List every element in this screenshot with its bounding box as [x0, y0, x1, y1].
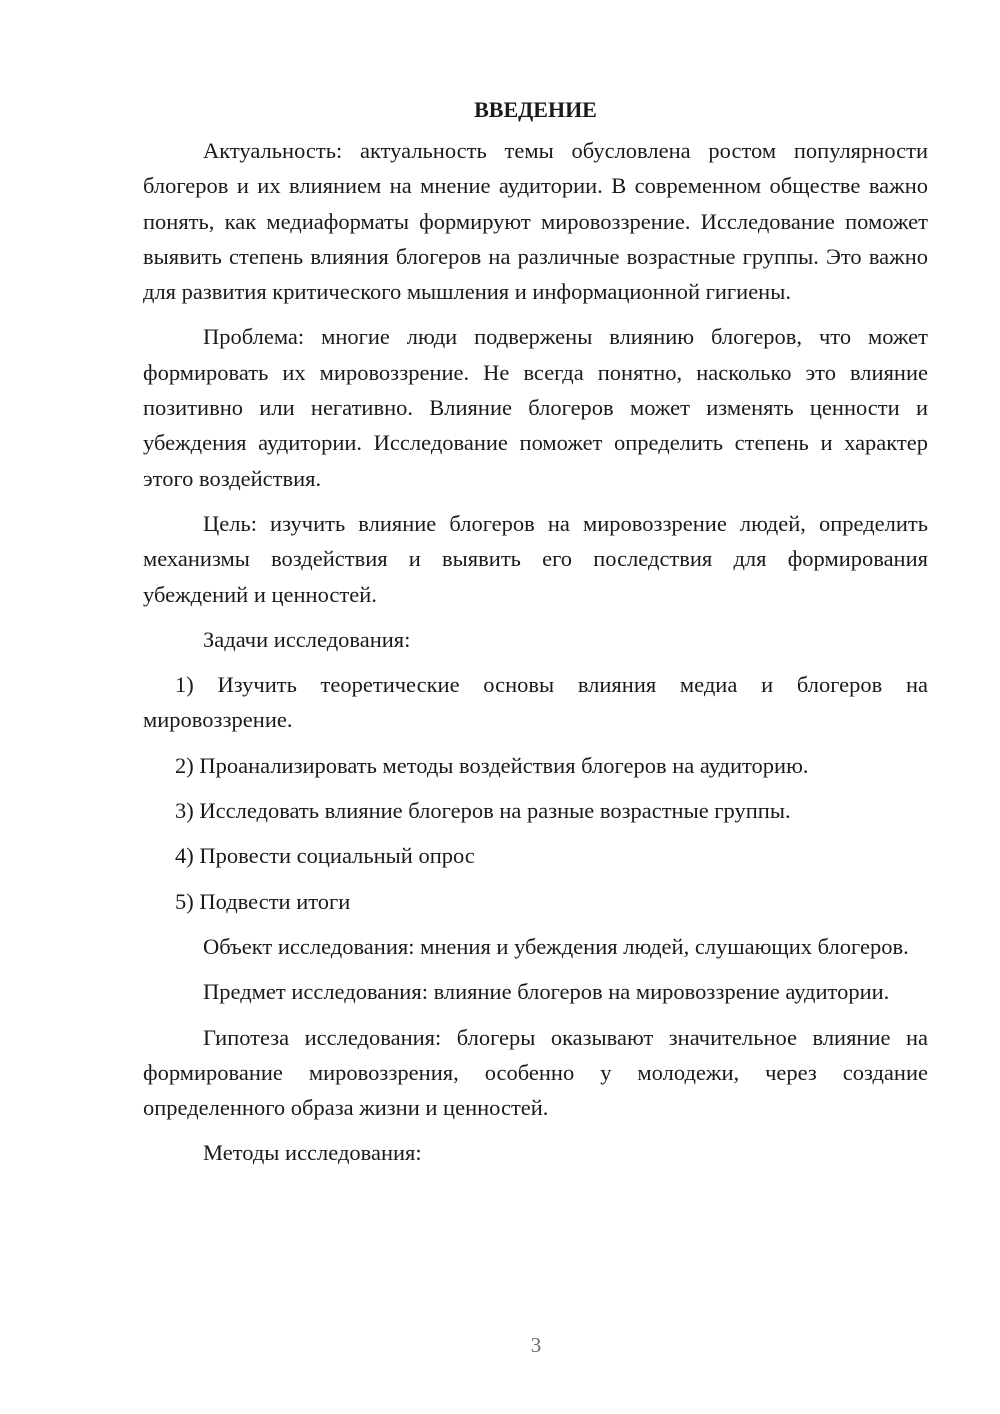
list-item: 1) Изучить теоретические основы влияния медиа и блогеров на мировоззрение. [143, 672, 928, 733]
paragraph-subject: Предмет исследования: влияние блогеров на мировоззрение аудитории. [203, 979, 890, 1005]
page-number: 3 [530, 1333, 542, 1357]
list-item: 3) Исследовать влияние блогеров на разные возрастные группы. [175, 798, 791, 824]
document-title: ВВЕДЕНИЕ [474, 97, 597, 122]
tasks-list [143, 667, 928, 919]
paragraph-hypothesis: Гипотеза исследования: блогеры оказывают значительное влияние на формирование мировоззрения, особенно у молодежи, через создание определенного образа жизни и ценностей. [143, 1024, 928, 1121]
paragraph-problem: Проблема: многие люди подвержены влиянию блогеров, что может формировать их мировоззрение. Не всегда понятно, насколько это влияние позитивно или негативно. Влияние блогеров может изменять ценности и убеждения аудитории. Исследование поможет определить степень и характер этого воздействия. [143, 324, 928, 491]
paragraph-object: Объект исследования: мнения и убеждения людей, слушающих блогеров. [203, 933, 909, 959]
list-item: 5) Подвести итоги [175, 888, 351, 914]
list-item: 2) Проанализировать методы воздействия блогеров на аудиторию. [175, 752, 809, 778]
paragraph-methods: Методы исследования: [203, 1140, 422, 1166]
document-page [143, 94, 928, 1181]
paragraph-relevance: Актуальность: актуальность темы обусловлена ростом популярности блогеров и их влиянием на мнение аудитории. В современном обществе важно понять, как медиаформаты формируют мировоззрение. Исследование поможет выявить степень влияния блогеров на различные возрастные группы. Это важно для развития критического мышления и информационной гигиены. [143, 138, 928, 305]
paragraph-tasks-heading: Задачи исследования: [203, 626, 411, 652]
paragraph-goal: Цель: изучить влияние блогеров на мировоззрение людей, определить механизмы воздействия и выявить его последствия для формирования убеждений и ценностей. [143, 510, 928, 607]
list-item: 4) Провести социальный опрос [175, 843, 475, 869]
